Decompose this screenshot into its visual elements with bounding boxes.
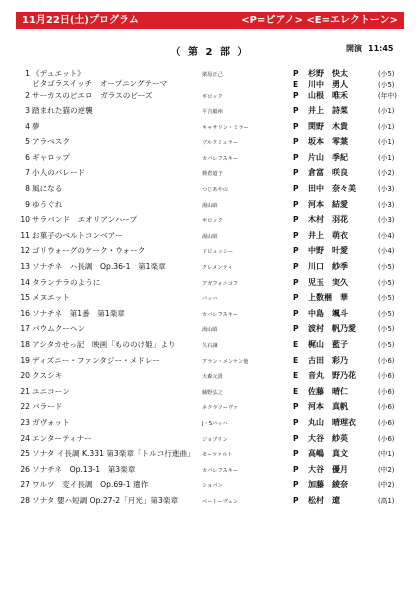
program-row [20,402,410,418]
performer-grade: (小6) [378,434,395,443]
program-list [20,69,410,512]
performer-name: 河本 結愛 [308,199,348,209]
instrument: P [293,121,299,131]
performer-grade: (高1) [378,496,395,505]
piece-title: タランテラのように [32,277,101,287]
item-number: 2 [25,90,30,100]
performer-grade: (小5) [378,70,395,78]
program-row [20,278,410,294]
item-number: 7 [25,168,30,178]
composer: ジョプリン [202,436,228,443]
performer-grade: (小2) [378,169,395,178]
composer: ギロック [202,218,223,225]
performer-grade: (小1) [378,107,395,116]
item-number: 11 [20,230,30,240]
performer-name: 倉富 咲良 [308,168,348,178]
program-row [20,465,410,481]
performer-grade: (小1) [378,153,395,162]
piece-title: ソナタ 嬰ハ短調 Op.27-2「月光」第3楽章 [32,495,179,505]
performer-name: 古田 彩乃 [308,355,348,365]
performer-name: 杉野 快太 [308,69,348,78]
item-number: 10 [20,215,30,225]
program-row [20,418,410,434]
performer-grade: (小6) [378,418,395,427]
item-number: 21 [20,386,30,396]
piece-title: ソナチネ 第1番 第1楽章 [32,308,125,318]
instrument: E [293,355,299,365]
piece-title: ディズニー・ファンタジー・メドレー [32,355,161,365]
performer-grade: (年中) [378,91,397,100]
instrument: P [293,246,299,256]
performer-grade: (小6) [378,372,395,381]
program-row [20,371,410,387]
piece-title: 風になる [32,184,63,194]
program-row [20,184,410,200]
piece-title: クスシキ [32,371,63,381]
composer: クレメンティ [202,265,233,272]
performer-name: 加藤 綾奈 [308,480,348,490]
item-number: 3 [25,106,30,116]
performer-name: 音丸 野乃花 [308,371,356,381]
performer-grade: (小5) [378,294,395,303]
performer-grade: (小3) [378,185,395,194]
composer: ショパン [202,483,223,490]
performer-name: 児玉 実久 [308,277,348,287]
instrument: P [293,152,299,162]
performer-name: 井上 萌衣 [308,230,348,240]
composer: ドビュッシー [202,249,234,256]
performer-name: 高嶋 真文 [308,449,348,459]
composer: 平吉毅州 [202,109,223,116]
instrument: P [293,106,299,116]
item-number: 27 [20,480,30,490]
program-row [20,122,410,138]
instrument: P [293,324,299,334]
item-number: 22 [20,402,30,412]
part-title: （ 第 2 部 ） [170,47,250,58]
piece-title: 小人のパレード [32,168,86,178]
composer: ギロック [202,93,223,100]
composer: バッハ [202,296,218,303]
item-number: 14 [20,277,30,287]
piece-title: アシタカせっ記 映画「もののけ姫」より [32,340,176,349]
item-number: 4 [25,121,30,131]
instrument: P [293,449,299,459]
performer-name: 丸山 晴理衣 [308,417,356,427]
performer-name: 河本 真帆 [308,402,348,412]
item-number: 24 [20,433,30,443]
program-row [20,324,410,340]
performer-name: 田中 奈々美 [308,184,356,194]
composer: 湯山昭 [202,233,218,240]
piece-title: ソナチネ ハ長調 Op.36-1 第1楽章 [32,262,166,272]
program-row [20,200,410,216]
program-row [20,262,410,278]
program-row [20,293,410,309]
instrument-legend: <P=ピアノ> <E=エレクトーン> [241,15,398,26]
composer: つじあやの [202,187,228,194]
item-number: 16 [20,308,30,318]
composer: J・Sバッハ [202,420,228,427]
item-number: 17 [20,324,30,334]
composer: アガフォニコフ [202,280,239,287]
item-number: 26 [20,464,30,474]
composer: アラン・メンケン他 [202,358,249,365]
item-number: 18 [20,340,30,349]
performer-name: 梶山 藍子 [308,340,348,349]
performer-grade: (小4) [378,247,395,256]
performer-name: 大谷 優月 [308,464,348,474]
performer-grade: (小6) [378,387,395,396]
instrument: P [293,495,299,505]
program-date: 11月22日(土)プログラム [22,15,139,26]
piece-title: 踏まれた猫の逆襲 [32,106,93,116]
instrument: P [293,90,299,100]
header-bar [16,12,404,29]
piece-title: ガヴォット [32,417,70,427]
program-row [20,246,410,262]
instrument: P [293,293,299,303]
item-number: 1 [25,69,30,78]
program-row [20,387,410,403]
start-label: 開演 [346,44,362,53]
piece-title: 《デュエット》 [32,69,85,78]
composer: モーツァルト [202,452,233,459]
performer-name: 上数梱 華 [308,293,348,303]
performer-grade: (小3) [378,216,395,225]
composer: 栗原正己 [202,72,223,78]
instrument: P [293,262,299,272]
item-number: 5 [25,137,30,147]
instrument: P [293,69,299,78]
performer-name: 中島 颯斗 [308,308,348,318]
performer-grade: (小1) [378,138,395,147]
item-number: 9 [25,199,30,209]
performer-grade: (中2) [378,481,395,490]
instrument: P [293,464,299,474]
performer-grade: (小6) [378,356,395,365]
composer: ブルクミュラー [202,140,238,147]
start-time [346,43,393,54]
program-row [20,480,410,496]
composer: 湯山昭 [202,327,218,334]
piece-title: お菓子のベルトコンベアー [32,230,123,240]
performer-name: 大谷 紗英 [308,433,348,443]
piece-title: ユニコーン [32,386,70,396]
start-time-value: 11:45 [368,44,394,53]
program-row [20,106,410,122]
composer: 藤野弘之 [202,389,223,396]
piece-title: ゴリウォーグのケーク・ウォーク [32,246,146,256]
program-row [20,153,410,169]
performer-name: 川中 勇人 [308,80,348,89]
performer-name: 川口 紗季 [308,262,348,272]
instrument: P [293,308,299,318]
piece-title: サラバンド エオリアンハープ [32,215,138,225]
piece-title: ソナタ イ長調 K.331 第3楽章「トルコ行進曲」 [32,449,195,459]
performer-grade: (小5) [378,263,395,272]
program-row [20,231,410,247]
item-number: 19 [20,355,30,365]
composer: 篠倉道子 [202,171,223,178]
composer: カバレフスキー [202,311,239,318]
performer-name: 片山 季紀 [308,152,348,162]
piece-title: アラベスク [32,137,70,147]
instrument: P [293,230,299,240]
performer-name: 坂本 零葉 [308,137,348,147]
program-row [20,434,410,450]
instrument: E [293,340,299,349]
item-number: 8 [25,184,30,194]
composer: 久石譲 [202,343,218,349]
program-row [20,496,410,512]
composer: カバレフスキー [202,467,239,474]
program-row [20,449,410,465]
item-number: 23 [20,417,30,427]
item-number: 25 [20,449,30,459]
performer-name: 松村 遼 [308,495,340,505]
performer-grade: (小5) [378,278,395,287]
program-row [20,168,410,184]
piece-title: サーカスのピエロ ガラスのビーズ [32,90,153,100]
performer-grade: (小5) [378,325,395,334]
composer: 湯山昭 [202,202,218,209]
performer-name: 閔野 木貴 [308,121,348,131]
item-number: 28 [20,495,30,505]
program-row [20,309,410,325]
piece-title: ソナチネ Op.13-1 第3楽章 [32,464,136,474]
performer-grade: (中1) [378,450,395,459]
instrument: P [293,480,299,490]
composer: ベートーヴェン [202,498,239,505]
instrument: P [293,277,299,287]
performer-grade: (小1) [378,122,395,131]
composer: ネクラソーヴァ [202,405,239,412]
instrument: P [293,215,299,225]
item-number: 6 [25,152,30,162]
composer: 大森元貴 [202,374,223,381]
instrument: P [293,199,299,209]
performer-name: 井上 詩菜 [308,106,348,116]
piece-title: ゆうぐれ [32,199,63,209]
performer-grade: (小6) [378,403,395,412]
program-row [20,91,410,107]
item-number: 15 [20,293,30,303]
performer-name: 佐藤 晴仁 [308,386,348,396]
program-row [20,69,410,91]
instrument: E [293,371,299,381]
instrument: P [293,168,299,178]
piece-title: バラード [32,402,63,412]
performer-grade: (小5) [378,341,395,349]
performer-name: 木村 羽花 [308,215,348,225]
program-row [20,137,410,153]
item-number: 13 [20,262,30,272]
performer-grade: (小3) [378,200,395,209]
piece-title: ギャロップ [32,152,70,162]
instrument: E [293,80,299,89]
piece-title: バウムクーヘン [32,324,86,334]
piece-title: ワルツ 変イ長調 Op.69-1 遺作 [32,480,149,490]
program-row [20,215,410,231]
performer-name: 中野 叶愛 [308,246,348,256]
performer-name: 山根 唯禾 [308,90,348,100]
instrument: E [293,386,299,396]
piece-title-line2: ピタゴラスイッチ オープニングテーマ [32,79,168,88]
performer-name: 波村 帆乃愛 [308,324,356,334]
piece-title: メヌエット [32,293,70,303]
piece-title: エンターティナー [32,433,92,443]
piece-title: 夢 [32,121,40,131]
program-row [20,356,410,372]
instrument: P [293,402,299,412]
performer-grade: (小4) [378,231,395,240]
instrument: P [293,417,299,427]
instrument: P [293,137,299,147]
program-row [20,340,410,356]
performer-grade: (中2) [378,465,395,474]
item-number: 20 [20,371,30,381]
performer-grade: (小5) [378,81,395,89]
performer-grade: (小5) [378,309,395,318]
composer: カバレフスキー [202,155,239,162]
instrument: P [293,433,299,443]
instrument: P [293,184,299,194]
composer: キャサリン・ミラー [202,124,249,131]
item-number: 12 [20,246,30,256]
